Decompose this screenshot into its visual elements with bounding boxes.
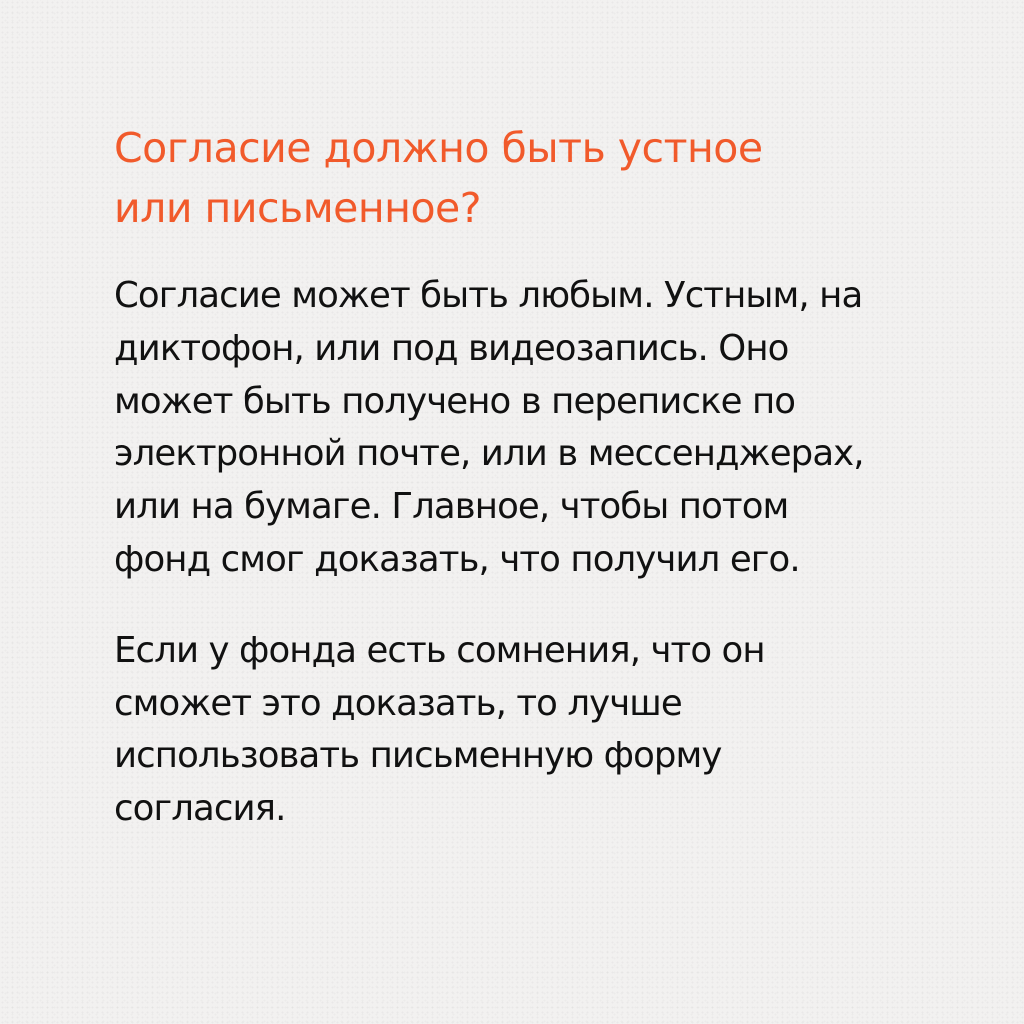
card-content <box>114 118 944 836</box>
paragraph-written-recommendation: Если у фонда есть сомнения, что он сможет это доказать, то лучше использовать письменную форму согласия. <box>114 629 765 830</box>
paragraph-consent-forms: Согласие может быть любым. Устным, на диктофон, или под видеозапись. Оно может быть получено в переписке по электронной почте, или в мессенджерах, или на бумаге. Главное, чтобы потом фонд смог доказать, что получил его. <box>114 275 864 580</box>
card-heading: Согласие должно быть устное или письменное? <box>114 124 763 232</box>
